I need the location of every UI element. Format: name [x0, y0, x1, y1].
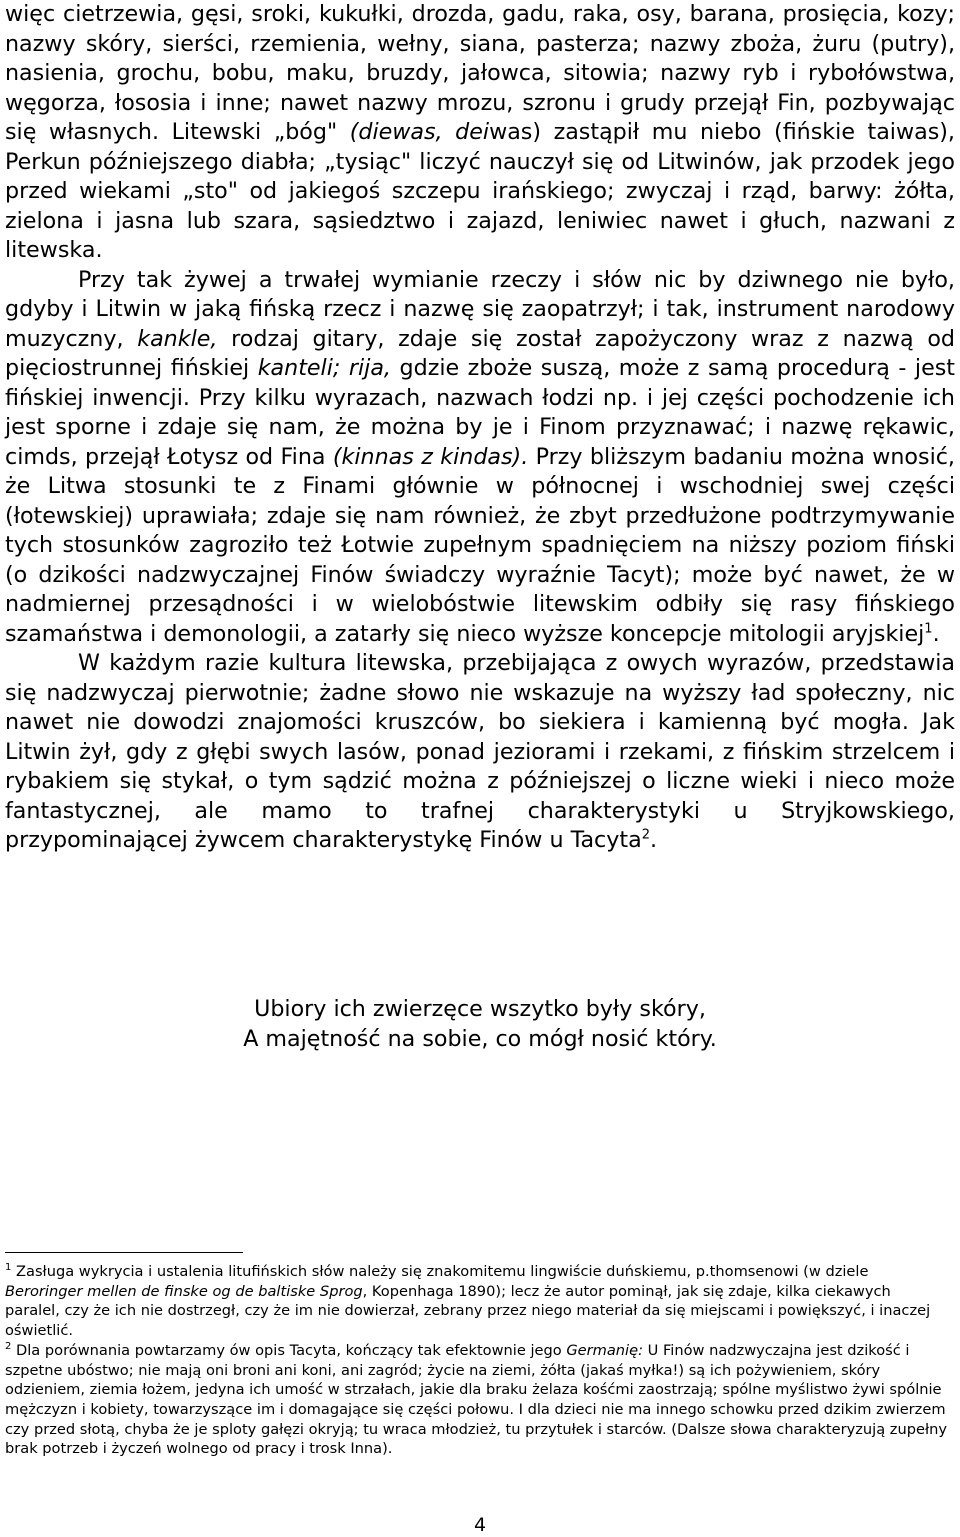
- page-number: 4: [473, 1514, 487, 1536]
- verse-line-2: A majętność na sobie, co mógł nosić który.: [243, 1025, 717, 1052]
- footnote-2-text-a: Dla porównania powtarzamy ów opis Tacyta, kończący tak efektownie jego: [11, 1341, 567, 1359]
- paragraph-2-text-a: Przy tak żywej a trwałej wymianie rzeczy i słów nic by dziwnego nie było, gdyby i Litwin w jaką fińską rzecz i nazwę się zaopatrzył; i tak, instrument narodowy muzyczny,: [5, 266, 955, 352]
- verse-quote: [5, 995, 955, 1054]
- footnote-separator: [5, 1252, 243, 1253]
- paragraph-2-italic-b: kanteli; rija,: [257, 355, 391, 381]
- paragraph-1-text-a: więc cietrzewia, gęsi, sroki, kukułki, drozda, gadu, raka, osy, barana, prosięcia, kozy; nazwy skóry, sierści, rzemienia, wełny, siana, pasterza; nazwy zboża, żuru (putry), nasienia, grochu, bobu, maku, bruzdy, jałowca, sitowia; nazwy ryb i rybołówstwa, węgorza, łososia i inne; nawet nazwy mrozu, szronu i grudy przejął Fin, pozbywając się własnych. Litewski „bóg": [5, 1, 955, 145]
- footnotes: [5, 1262, 950, 1459]
- footnote-ref-1[interactable]: 1: [924, 621, 933, 637]
- footnote-2-text-b: U Finów nadzwyczajna jest dzikość i szpetne ubóstwo; nie mają oni broni ani koni, ani zagród; życie na ziemi, żółta (jakaś myłka!) są ich pożywieniem, skóry odzieniem, ziemia łożem, jedyna ich umość w strzałach, jakie dla braku żelaza kośćmi zaostrzają; spólne myślistwo żywi spólnie mężczyzn i kobiety, towarzyszące im i domagające się części połowu. I dla dzieci nie ma innego schowku przed dzikim zwierzem czy przed słotą, chyba że je sploty gałęzi okryją; tu wraca młodzież, tu przytułek i starców. (Dalsze słowa charakteryzują zupełny brak potrzeb i życzeń wolnego od pracy i trosk Inna).: [5, 1341, 947, 1458]
- footnote-2: [5, 1341, 950, 1459]
- paragraph-2-italic-a: kankle,: [137, 325, 218, 352]
- paragraph-3: [5, 649, 955, 856]
- footnote-2-italic: Germanię:: [566, 1341, 643, 1359]
- paragraph-2-italic-c: (kinnas z kindas).: [332, 443, 529, 470]
- paragraph-2-text-c: gdzie zboże suszą, może z samą procedurą - jest fińskiej inwencji. Przy kilku wyrazach, nazwach łodzi np. i jej części pochodzenie ich jest sporne i zdaje się nam, że można by je i Finom przyznawać; i nazwę rękawic, cimds, przejął Łotysz od Fina: [5, 355, 955, 470]
- footnote-2-mark: 2: [5, 1340, 12, 1352]
- paragraph-2: [5, 266, 955, 650]
- footnote-1-text-b: , Kopenhaga 1890); lecz że autor pominął, jak się zdaje, kilka ciekawych paralel, czy że ich nie dostrzegł, czy że im nie dowierzał, zebrany przez niego materiał da się miejscami i powiększyć, i inaczej oświetlić.: [5, 1282, 931, 1340]
- paragraph-3-end: .: [649, 827, 658, 853]
- paragraph-2-end: .: [932, 620, 940, 647]
- paragraph-1-italic-a: (diewas, dei: [349, 119, 490, 145]
- footnote-1-italic: Beroringer mellen de finske og de baltiske Sprog: [5, 1282, 363, 1300]
- footnote-1: [5, 1262, 950, 1341]
- verse-line-1: Ubiory ich zwierzęce wszytko były skóry,: [254, 996, 706, 1022]
- paragraph-2-text-d: Przy bliższym badaniu można wnosić, że Litwa stosunki te z Finami głównie w północnej i wschodniej swej części (łotewskiej) uprawiała; zdaje się nam również, że zbyt przedłużone podtrzymywanie tych stosunków zagroziło też Łotwie zupełnym spadnięciem na niższy poziom fiński (o dzikości nadzwyczajnej Finów świadczy wyraźnie Tacyt); może być nawet, że w nadmiernej przesądności i w wielobóstwie litewskim odbiły się rasy fińskiego szamaństwa i demonologii, a zatarły się nieco wyższe koncepcje mitologii aryjskiej: [5, 443, 955, 647]
- paragraph-2-text-b: rodzaj gitary, zdaje się został zapożyczony wraz z nazwą od pięciostrunnej fińskiej: [5, 325, 955, 381]
- footnote-1-text-a: Zasługa wykrycia i ustalenia litufińskich słów należy się znakomitemu lingwiście duńskiemu, p.thomsenowi (w dziele: [11, 1263, 869, 1280]
- footnote-1-mark: 1: [5, 1262, 12, 1274]
- footnote-ref-2[interactable]: 2: [641, 827, 650, 843]
- main-text: [5, 0, 955, 856]
- paragraph-1-text-b: was) zastąpił mu niebo (fińskie taiwas), Perkun późniejszego diabła; „tysiąc" liczyć nauczył się od Litwinów, jak przodek jego przed wiekami „sto" od jakiegoś szczepu irańskiego; zwyczaj i rząd, barwy: żółta, zielona i jasna lub szara, sąsiedztwo i zajazd, leniwiec nawet i głuch, nazwani z litewska.: [5, 119, 955, 263]
- paragraph-3-text-a: W każdym razie kultura litewska, przebijająca z owych wyrazów, przedstawia się nadzwyczaj pierwotnie; żadne słowo nie wskazuje na wyższy ład społeczny, nic nawet nie dowodzi znajomości kruszców, bo siekiera i kamienną być mogła. Jak Litwin żył, gdy z głębi swych lasów, ponad jeziorami i rzekami, z fińskim strzelcem i rybakiem się stykał, o tym sądzić można z późniejszej o liczne wieki i nieco może fantastycznej, ale mamo to trafnej charakterystyki u Stryjkowskiego, przypominającej żywcem charakterystykę Finów u Tacyta: [5, 650, 955, 853]
- paragraph-1: [5, 0, 955, 266]
